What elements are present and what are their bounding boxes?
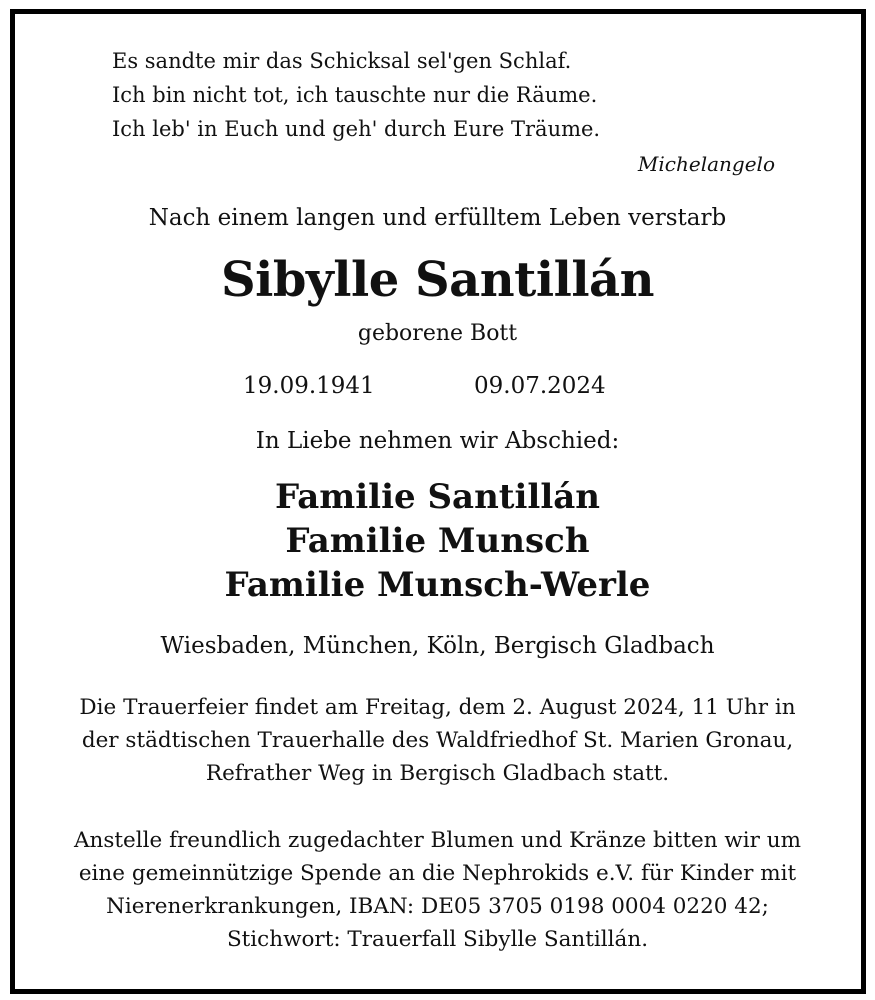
donation-line: Anstelle freundlich zugedachter Blumen und Kränze bitten wir um — [73, 828, 802, 853]
family-name: Familie Munsch — [285, 521, 590, 561]
cities-text: Wiesbaden, München, Köln, Bergisch Gladbach — [160, 633, 715, 659]
poem-author: Michelangelo — [637, 152, 775, 176]
deceased-name: Sibylle Santillán — [220, 252, 655, 308]
birth-name: geborene Bott — [357, 321, 518, 346]
donation-paragraph — [0, 824, 875, 956]
service-line: Refrather Weg in Bergisch Gladbach statt. — [205, 761, 670, 786]
date-of-birth: 19.09.1941 — [243, 373, 375, 399]
date-of-death: 09.07.2024 — [474, 373, 606, 399]
donation-line: Nierenerkrankungen, IBAN: DE05 3705 0198 0004 0220 42; — [106, 894, 769, 919]
poem-line-1: Es sandte mir das Schicksal sel'gen Schlaf. — [112, 49, 572, 73]
service-paragraph — [0, 691, 875, 790]
service-line: der städtischen Trauerhalle des Waldfriedhof St. Marien Gronau, — [81, 728, 794, 753]
family-name: Familie Santillán — [274, 477, 600, 517]
intro-text: Nach einem langen und erfülltem Leben verstarb — [148, 205, 727, 231]
service-line: Die Trauerfeier findet am Freitag, dem 2. August 2024, 11 Uhr in — [79, 695, 796, 720]
donation-line: eine gemeinnützige Spende an die Nephrokids e.V. für Kinder mit — [78, 861, 797, 886]
donation-line: Stichwort: Trauerfall Sibylle Santillán. — [226, 927, 649, 952]
poem-line-3: Ich leb' in Euch und geh' durch Eure Träume. — [112, 117, 601, 141]
poem-line-2: Ich bin nicht tot, ich tauschte nur die Räume. — [112, 83, 598, 107]
farewell-text: In Liebe nehmen wir Abschied: — [255, 428, 620, 454]
family-name: Familie Munsch-Werle — [224, 565, 651, 605]
families-list — [0, 475, 875, 607]
